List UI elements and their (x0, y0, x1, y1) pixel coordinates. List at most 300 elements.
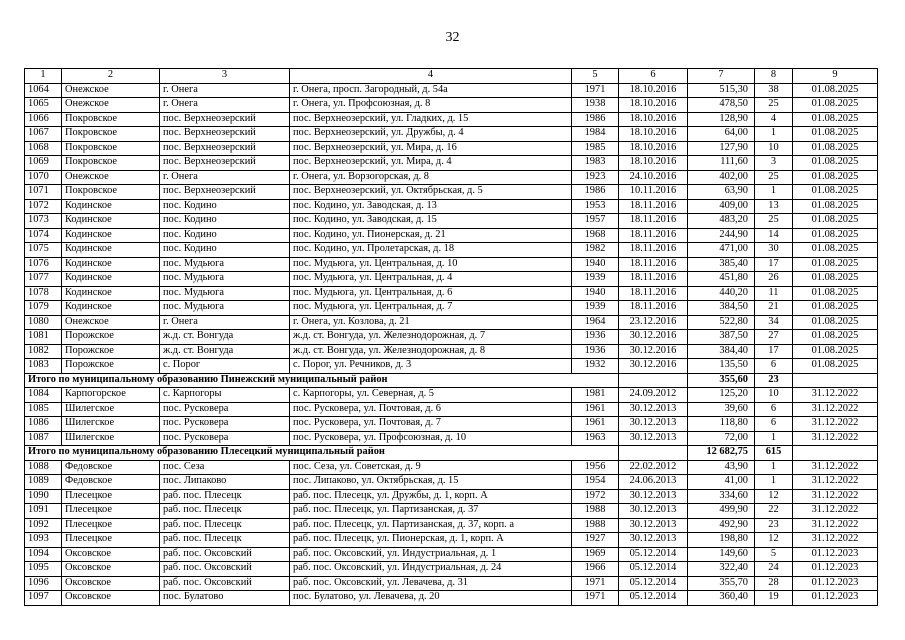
settlement-municipality-cell: Шилегское (62, 431, 160, 446)
address-cell: пос. Верхнеозерский, ул. Гладких, д. 15 (290, 112, 572, 127)
area-cell: 135,50 (688, 359, 755, 374)
year-built-cell: 1971 (572, 83, 619, 98)
recognition-date-cell: 18.11.2016 (619, 199, 688, 214)
address-cell: пос. Сеза, ул. Советская, д. 9 (290, 460, 572, 475)
settlement-municipality-cell: Порожское (62, 344, 160, 359)
area-cell: 149,60 (688, 547, 755, 562)
locality-cell: ж.д. ст. Вонгуда (160, 330, 290, 345)
year-built-cell: 1982 (572, 243, 619, 258)
page-number: 32 (445, 30, 460, 45)
relocation-deadline-cell: 01.08.2025 (793, 344, 878, 359)
table-row (25, 533, 878, 548)
relocation-deadline-cell: 31.12.2022 (793, 504, 878, 519)
address-cell: с. Порог, ул. Речников, д. 3 (290, 359, 572, 374)
row-number-cell: 1080 (25, 315, 62, 330)
locality-cell: раб. пос. Оксовский (160, 576, 290, 591)
area-cell: 128,90 (688, 112, 755, 127)
locality-cell: пос. Булатово (160, 591, 290, 606)
relocation-deadline-cell: 01.08.2025 (793, 257, 878, 272)
residents-count-cell: 17 (755, 344, 793, 359)
area-cell: 118,80 (688, 417, 755, 432)
recognition-date-cell: 30.12.2013 (619, 504, 688, 519)
recognition-date-cell: 18.10.2016 (619, 98, 688, 113)
municipality-total-row (25, 373, 878, 388)
table-row (25, 330, 878, 345)
table-row (25, 243, 878, 258)
address-cell: пос. Кодино, ул. Заводская, д. 13 (290, 199, 572, 214)
recognition-date-cell: 30.12.2016 (619, 344, 688, 359)
settlement-municipality-cell: Кодинское (62, 286, 160, 301)
recognition-date-cell: 05.12.2014 (619, 576, 688, 591)
relocation-deadline-cell: 01.12.2023 (793, 591, 878, 606)
year-built-cell: 1972 (572, 489, 619, 504)
total-empty-cell (619, 446, 688, 461)
row-number-cell: 1073 (25, 214, 62, 229)
relocation-deadline-cell: 01.08.2025 (793, 199, 878, 214)
area-cell: 72,00 (688, 431, 755, 446)
residents-count-cell: 3 (755, 156, 793, 171)
relocation-deadline-cell: 31.12.2022 (793, 518, 878, 533)
table-row (25, 344, 878, 359)
table-row (25, 228, 878, 243)
recognition-date-cell: 30.12.2013 (619, 489, 688, 504)
residents-count-cell: 1 (755, 460, 793, 475)
row-number-cell: 1083 (25, 359, 62, 374)
year-built-cell: 1963 (572, 431, 619, 446)
year-built-cell: 1964 (572, 315, 619, 330)
settlement-municipality-cell: Федовское (62, 475, 160, 490)
recognition-date-cell: 18.11.2016 (619, 301, 688, 316)
table-row (25, 257, 878, 272)
address-cell: ж.д. ст. Вонгуда, ул. Железнодорожная, д. 8 (290, 344, 572, 359)
residents-count-cell: 10 (755, 388, 793, 403)
column-header: 1 (25, 69, 62, 84)
relocation-deadline-cell: 01.08.2025 (793, 214, 878, 229)
address-cell: пос. Верхнеозерский, ул. Мира, д. 16 (290, 141, 572, 156)
table-row (25, 185, 878, 200)
relocation-deadline-cell: 01.12.2023 (793, 576, 878, 591)
registry-body (25, 69, 878, 606)
settlement-municipality-cell: Кодинское (62, 301, 160, 316)
total-residents: 23 (755, 373, 793, 388)
locality-cell: пос. Кодино (160, 199, 290, 214)
residents-count-cell: 23 (755, 518, 793, 533)
recognition-date-cell: 05.12.2014 (619, 547, 688, 562)
recognition-date-cell: 30.12.2013 (619, 533, 688, 548)
locality-cell: ж.д. ст. Вонгуда (160, 344, 290, 359)
year-built-cell: 1988 (572, 518, 619, 533)
settlement-municipality-cell: Кодинское (62, 228, 160, 243)
settlement-municipality-cell: Плесецкое (62, 504, 160, 519)
settlement-municipality-cell: Шилегское (62, 402, 160, 417)
locality-cell: пос. Верхнеозерский (160, 156, 290, 171)
year-built-cell: 1953 (572, 199, 619, 214)
settlement-municipality-cell: Карпогорское (62, 388, 160, 403)
table-row (25, 388, 878, 403)
table-row (25, 83, 878, 98)
table-row (25, 402, 878, 417)
area-cell: 360,40 (688, 591, 755, 606)
total-area: 355,60 (688, 373, 755, 388)
table-row (25, 301, 878, 316)
table-row (25, 475, 878, 490)
area-cell: 522,80 (688, 315, 755, 330)
year-built-cell: 1938 (572, 98, 619, 113)
year-built-cell: 1984 (572, 127, 619, 142)
area-cell: 483,20 (688, 214, 755, 229)
year-built-cell: 1932 (572, 359, 619, 374)
relocation-deadline-cell: 31.12.2022 (793, 417, 878, 432)
settlement-municipality-cell: Кодинское (62, 272, 160, 287)
table-row (25, 576, 878, 591)
locality-cell: пос. Верхнеозерский (160, 112, 290, 127)
recognition-date-cell: 10.11.2016 (619, 185, 688, 200)
residents-count-cell: 14 (755, 228, 793, 243)
residents-count-cell: 5 (755, 547, 793, 562)
table-row (25, 98, 878, 113)
row-number-cell: 1070 (25, 170, 62, 185)
row-number-cell: 1077 (25, 272, 62, 287)
total-empty-cell (793, 373, 878, 388)
row-number-cell: 1064 (25, 83, 62, 98)
address-cell: г. Онега, просп. Загородный, д. 54а (290, 83, 572, 98)
relocation-deadline-cell: 01.08.2025 (793, 272, 878, 287)
relocation-deadline-cell: 01.08.2025 (793, 170, 878, 185)
relocation-deadline-cell: 01.08.2025 (793, 228, 878, 243)
year-built-cell: 1988 (572, 504, 619, 519)
residents-count-cell: 13 (755, 199, 793, 214)
year-built-cell: 1983 (572, 156, 619, 171)
relocation-deadline-cell: 31.12.2022 (793, 533, 878, 548)
residents-count-cell: 12 (755, 489, 793, 504)
residents-count-cell: 11 (755, 286, 793, 301)
relocation-deadline-cell: 01.08.2025 (793, 156, 878, 171)
column-header: 5 (572, 69, 619, 84)
relocation-deadline-cell: 01.08.2025 (793, 185, 878, 200)
table-row (25, 460, 878, 475)
address-cell: раб. пос. Плесецк, ул. Партизанская, д. 37, корп. а (290, 518, 572, 533)
locality-cell: пос. Кодино (160, 228, 290, 243)
settlement-municipality-cell: Оксовское (62, 547, 160, 562)
year-built-cell: 1936 (572, 344, 619, 359)
address-cell: пос. Мудьюга, ул. Центральная, д. 6 (290, 286, 572, 301)
address-cell: пос. Верхнеозерский, ул. Дружбы, д. 4 (290, 127, 572, 142)
settlement-municipality-cell: Покровское (62, 141, 160, 156)
row-number-cell: 1082 (25, 344, 62, 359)
area-cell: 384,40 (688, 344, 755, 359)
residents-count-cell: 25 (755, 214, 793, 229)
recognition-date-cell: 22.02.2012 (619, 460, 688, 475)
settlement-municipality-cell: Федовское (62, 460, 160, 475)
address-cell: пос. Кодино, ул. Пионерская, д. 21 (290, 228, 572, 243)
total-area: 12 682,75 (688, 446, 755, 461)
relocation-deadline-cell: 31.12.2022 (793, 402, 878, 417)
residents-count-cell: 26 (755, 272, 793, 287)
table-row (25, 199, 878, 214)
address-cell: пос. Липаково, ул. Октябрьская, д. 15 (290, 475, 572, 490)
address-cell: раб. пос. Плесецк, ул. Партизанская, д. 37 (290, 504, 572, 519)
row-number-cell: 1088 (25, 460, 62, 475)
recognition-date-cell: 30.12.2016 (619, 330, 688, 345)
column-header: 7 (688, 69, 755, 84)
residents-count-cell: 27 (755, 330, 793, 345)
settlement-municipality-cell: Покровское (62, 156, 160, 171)
row-number-cell: 1095 (25, 562, 62, 577)
recognition-date-cell: 30.12.2013 (619, 518, 688, 533)
municipality-total-row (25, 446, 878, 461)
year-built-cell: 1969 (572, 547, 619, 562)
table-row (25, 504, 878, 519)
settlement-municipality-cell: Оксовское (62, 562, 160, 577)
area-cell: 478,50 (688, 98, 755, 113)
area-cell: 409,00 (688, 199, 755, 214)
address-cell: раб. пос. Плесецк, ул. Пионерская, д. 1, корп. А (290, 533, 572, 548)
table-row (25, 170, 878, 185)
settlement-municipality-cell: Плесецкое (62, 518, 160, 533)
relocation-deadline-cell: 01.08.2025 (793, 301, 878, 316)
address-cell: раб. пос. Плесецк, ул. Дружбы, д. 1, корп. А (290, 489, 572, 504)
table-row (25, 141, 878, 156)
row-number-cell: 1087 (25, 431, 62, 446)
settlement-municipality-cell: Порожское (62, 330, 160, 345)
settlement-municipality-cell: Кодинское (62, 243, 160, 258)
recognition-date-cell: 05.12.2014 (619, 562, 688, 577)
recognition-date-cell: 18.10.2016 (619, 141, 688, 156)
residents-count-cell: 28 (755, 576, 793, 591)
row-number-cell: 1094 (25, 547, 62, 562)
residents-count-cell: 38 (755, 83, 793, 98)
area-cell: 127,90 (688, 141, 755, 156)
address-cell: пос. Верхнеозерский, ул. Октябрьская, д. 5 (290, 185, 572, 200)
table-row (25, 272, 878, 287)
area-cell: 387,50 (688, 330, 755, 345)
settlement-municipality-cell: Плесецкое (62, 489, 160, 504)
area-cell: 334,60 (688, 489, 755, 504)
row-number-cell: 1086 (25, 417, 62, 432)
year-built-cell: 1939 (572, 272, 619, 287)
housing-registry-table (24, 68, 878, 606)
row-number-cell: 1081 (25, 330, 62, 345)
locality-cell: пос. Верхнеозерский (160, 185, 290, 200)
year-built-cell: 1966 (572, 562, 619, 577)
year-built-cell: 1940 (572, 286, 619, 301)
total-label: Итого по муниципальному образованию Плесецкий муниципальный район (25, 446, 619, 461)
residents-count-cell: 6 (755, 417, 793, 432)
settlement-municipality-cell: Оксовское (62, 591, 160, 606)
year-built-cell: 1986 (572, 185, 619, 200)
locality-cell: раб. пос. Оксовский (160, 562, 290, 577)
row-number-cell: 1092 (25, 518, 62, 533)
settlement-municipality-cell: Кодинское (62, 214, 160, 229)
table-row (25, 286, 878, 301)
year-built-cell: 1985 (572, 141, 619, 156)
relocation-deadline-cell: 31.12.2022 (793, 388, 878, 403)
row-number-cell: 1090 (25, 489, 62, 504)
row-number-cell: 1074 (25, 228, 62, 243)
residents-count-cell: 4 (755, 112, 793, 127)
row-number-cell: 1067 (25, 127, 62, 142)
column-header: 4 (290, 69, 572, 84)
address-cell: раб. пос. Оксовский, ул. Левачева, д. 31 (290, 576, 572, 591)
area-cell: 355,70 (688, 576, 755, 591)
area-cell: 384,50 (688, 301, 755, 316)
relocation-deadline-cell: 01.12.2023 (793, 562, 878, 577)
total-residents: 615 (755, 446, 793, 461)
area-cell: 63,90 (688, 185, 755, 200)
locality-cell: пос. Сеза (160, 460, 290, 475)
area-cell: 111,60 (688, 156, 755, 171)
residents-count-cell: 1 (755, 431, 793, 446)
residents-count-cell: 21 (755, 301, 793, 316)
area-cell: 451,80 (688, 272, 755, 287)
locality-cell: пос. Верхнеозерский (160, 127, 290, 142)
residents-count-cell: 25 (755, 170, 793, 185)
year-built-cell: 1936 (572, 330, 619, 345)
locality-cell: раб. пос. Плесецк (160, 504, 290, 519)
area-cell: 402,00 (688, 170, 755, 185)
address-cell: г. Онега, ул. Ворзогорская, д. 8 (290, 170, 572, 185)
year-built-cell: 1961 (572, 402, 619, 417)
table-row (25, 489, 878, 504)
locality-cell: с. Порог (160, 359, 290, 374)
address-cell: пос. Верхнеозерский, ул. Мира, д. 4 (290, 156, 572, 171)
total-label: Итого по муниципальному образованию Пинежский муниципальный район (25, 373, 619, 388)
residents-count-cell: 1 (755, 475, 793, 490)
area-cell: 322,40 (688, 562, 755, 577)
recognition-date-cell: 18.11.2016 (619, 214, 688, 229)
recognition-date-cell: 24.06.2013 (619, 475, 688, 490)
year-built-cell: 1981 (572, 388, 619, 403)
settlement-municipality-cell: Плесецкое (62, 533, 160, 548)
row-number-cell: 1075 (25, 243, 62, 258)
residents-count-cell: 12 (755, 533, 793, 548)
row-number-cell: 1079 (25, 301, 62, 316)
address-cell: пос. Кодино, ул. Заводская, д. 15 (290, 214, 572, 229)
table-row (25, 518, 878, 533)
locality-cell: пос. Кодино (160, 214, 290, 229)
locality-cell: раб. пос. Плесецк (160, 533, 290, 548)
table-row (25, 112, 878, 127)
area-cell: 41,00 (688, 475, 755, 490)
recognition-date-cell: 23.12.2016 (619, 315, 688, 330)
settlement-municipality-cell: Онежское (62, 98, 160, 113)
address-cell: г. Онега, ул. Козлова, д. 21 (290, 315, 572, 330)
row-number-cell: 1089 (25, 475, 62, 490)
row-number-cell: 1069 (25, 156, 62, 171)
relocation-deadline-cell: 01.08.2025 (793, 127, 878, 142)
recognition-date-cell: 18.10.2016 (619, 156, 688, 171)
table-row (25, 562, 878, 577)
locality-cell: пос. Мудьюга (160, 301, 290, 316)
locality-cell: пос. Русковера (160, 431, 290, 446)
relocation-deadline-cell: 31.12.2022 (793, 489, 878, 504)
row-number-cell: 1097 (25, 591, 62, 606)
area-cell: 440,20 (688, 286, 755, 301)
address-cell: с. Карпогоры, ул. Северная, д. 5 (290, 388, 572, 403)
row-number-cell: 1071 (25, 185, 62, 200)
settlement-municipality-cell: Онежское (62, 170, 160, 185)
settlement-municipality-cell: Кодинское (62, 199, 160, 214)
year-built-cell: 1968 (572, 228, 619, 243)
year-built-cell: 1961 (572, 417, 619, 432)
recognition-date-cell: 30.12.2013 (619, 402, 688, 417)
settlement-municipality-cell: Покровское (62, 127, 160, 142)
row-number-cell: 1078 (25, 286, 62, 301)
total-empty-cell (793, 446, 878, 461)
row-number-cell: 1076 (25, 257, 62, 272)
address-cell: пос. Мудьюга, ул. Центральная, д. 7 (290, 301, 572, 316)
area-cell: 471,00 (688, 243, 755, 258)
residents-count-cell: 1 (755, 185, 793, 200)
year-built-cell: 1971 (572, 576, 619, 591)
settlement-municipality-cell: Кодинское (62, 257, 160, 272)
locality-cell: пос. Русковера (160, 402, 290, 417)
residents-count-cell: 1 (755, 127, 793, 142)
table-row (25, 417, 878, 432)
settlement-municipality-cell: Онежское (62, 315, 160, 330)
recognition-date-cell: 18.11.2016 (619, 243, 688, 258)
locality-cell: с. Карпогоры (160, 388, 290, 403)
settlement-municipality-cell: Покровское (62, 185, 160, 200)
relocation-deadline-cell: 01.08.2025 (793, 141, 878, 156)
area-cell: 39,60 (688, 402, 755, 417)
residents-count-cell: 10 (755, 141, 793, 156)
locality-cell: г. Онега (160, 83, 290, 98)
relocation-deadline-cell: 01.08.2025 (793, 112, 878, 127)
locality-cell: г. Онега (160, 98, 290, 113)
recognition-date-cell: 18.11.2016 (619, 257, 688, 272)
locality-cell: пос. Кодино (160, 243, 290, 258)
residents-count-cell: 17 (755, 257, 793, 272)
locality-cell: раб. пос. Оксовский (160, 547, 290, 562)
row-number-cell: 1096 (25, 576, 62, 591)
row-number-cell: 1093 (25, 533, 62, 548)
column-header: 8 (755, 69, 793, 84)
row-number-cell: 1084 (25, 388, 62, 403)
settlement-municipality-cell: Оксовское (62, 576, 160, 591)
residents-count-cell: 6 (755, 402, 793, 417)
residents-count-cell: 30 (755, 243, 793, 258)
locality-cell: пос. Липаково (160, 475, 290, 490)
table-row (25, 127, 878, 142)
address-cell: пос. Мудьюга, ул. Центральная, д. 10 (290, 257, 572, 272)
address-cell: г. Онега, ул. Профсоюзная, д. 8 (290, 98, 572, 113)
relocation-deadline-cell: 01.08.2025 (793, 359, 878, 374)
area-cell: 244,90 (688, 228, 755, 243)
recognition-date-cell: 24.10.2016 (619, 170, 688, 185)
year-built-cell: 1927 (572, 533, 619, 548)
residents-count-cell: 6 (755, 359, 793, 374)
row-number-cell: 1065 (25, 98, 62, 113)
relocation-deadline-cell: 01.12.2023 (793, 547, 878, 562)
relocation-deadline-cell: 31.12.2022 (793, 431, 878, 446)
recognition-date-cell: 18.10.2016 (619, 112, 688, 127)
residents-count-cell: 25 (755, 98, 793, 113)
recognition-date-cell: 05.12.2014 (619, 591, 688, 606)
settlement-municipality-cell: Покровское (62, 112, 160, 127)
address-cell: ж.д. ст. Вонгуда, ул. Железнодорожная, д. 7 (290, 330, 572, 345)
locality-cell: раб. пос. Плесецк (160, 489, 290, 504)
recognition-date-cell: 30.12.2013 (619, 431, 688, 446)
relocation-deadline-cell: 01.08.2025 (793, 83, 878, 98)
relocation-deadline-cell: 01.08.2025 (793, 315, 878, 330)
column-header: 3 (160, 69, 290, 84)
address-cell: раб. пос. Оксовский, ул. Индустриальная, д. 1 (290, 547, 572, 562)
area-cell: 125,20 (688, 388, 755, 403)
residents-count-cell: 19 (755, 591, 793, 606)
column-header: 9 (793, 69, 878, 84)
settlement-municipality-cell: Шилегское (62, 417, 160, 432)
